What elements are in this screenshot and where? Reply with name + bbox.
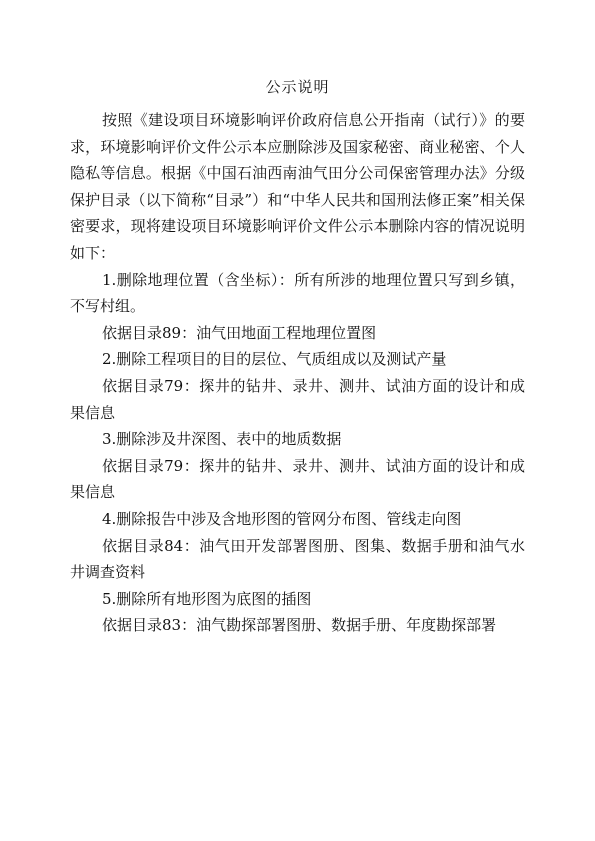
page-title: 公示说明 xyxy=(265,78,330,96)
item-4-paragraph: 4.删除报告中涉及含地形图的管网分布图、管线走向图 xyxy=(102,509,462,528)
basis-4-paragraph: 依据目录84：油气田开发部署图册、图集、数据手册和油气水井调查资料 xyxy=(70,536,525,582)
item-3-paragraph: 3.删除涉及井深图、表中的地质数据 xyxy=(102,430,342,449)
item-1-paragraph: 1.删除地理位置（含坐标）：所有所涉的地理位置只写到乡镇，不写村组。 xyxy=(70,270,525,316)
basis-1-paragraph: 依据目录89：油气田地面工程地理位置图 xyxy=(102,323,377,342)
item-2-paragraph: 2.删除工程项目的目的层位、气质组成以及测试产量 xyxy=(102,350,447,369)
intro-paragraph: 按照《建设项目环境影响评价政府信息公开指南（试行）》的要求，环境影响评价文件公示本应删除涉及国家秘密、商业秘密、个人隐私等信息。根据《中国石油西南油气田分公司保密管理办法》分级保护目录（以下简称“目录”）和“中华人民共和国刑法修正案”相关保密要求，现将建设项目环境影响评价文件公示本删除内容的情况说明如下： xyxy=(70,111,525,262)
document-body xyxy=(70,107,525,639)
basis-5-paragraph: 依据目录83：油气勘探部署图册、数据手册、年度勘探部署 xyxy=(102,616,497,635)
basis-2-paragraph: 依据目录79：探井的钻井、录井、测井、试油方面的设计和成果信息 xyxy=(70,376,525,422)
item-5-paragraph: 5.删除所有地形图为底图的插图 xyxy=(102,589,312,608)
basis-3-paragraph: 依据目录79：探井的钻井、录井、测井、试油方面的设计和成果信息 xyxy=(70,456,525,502)
